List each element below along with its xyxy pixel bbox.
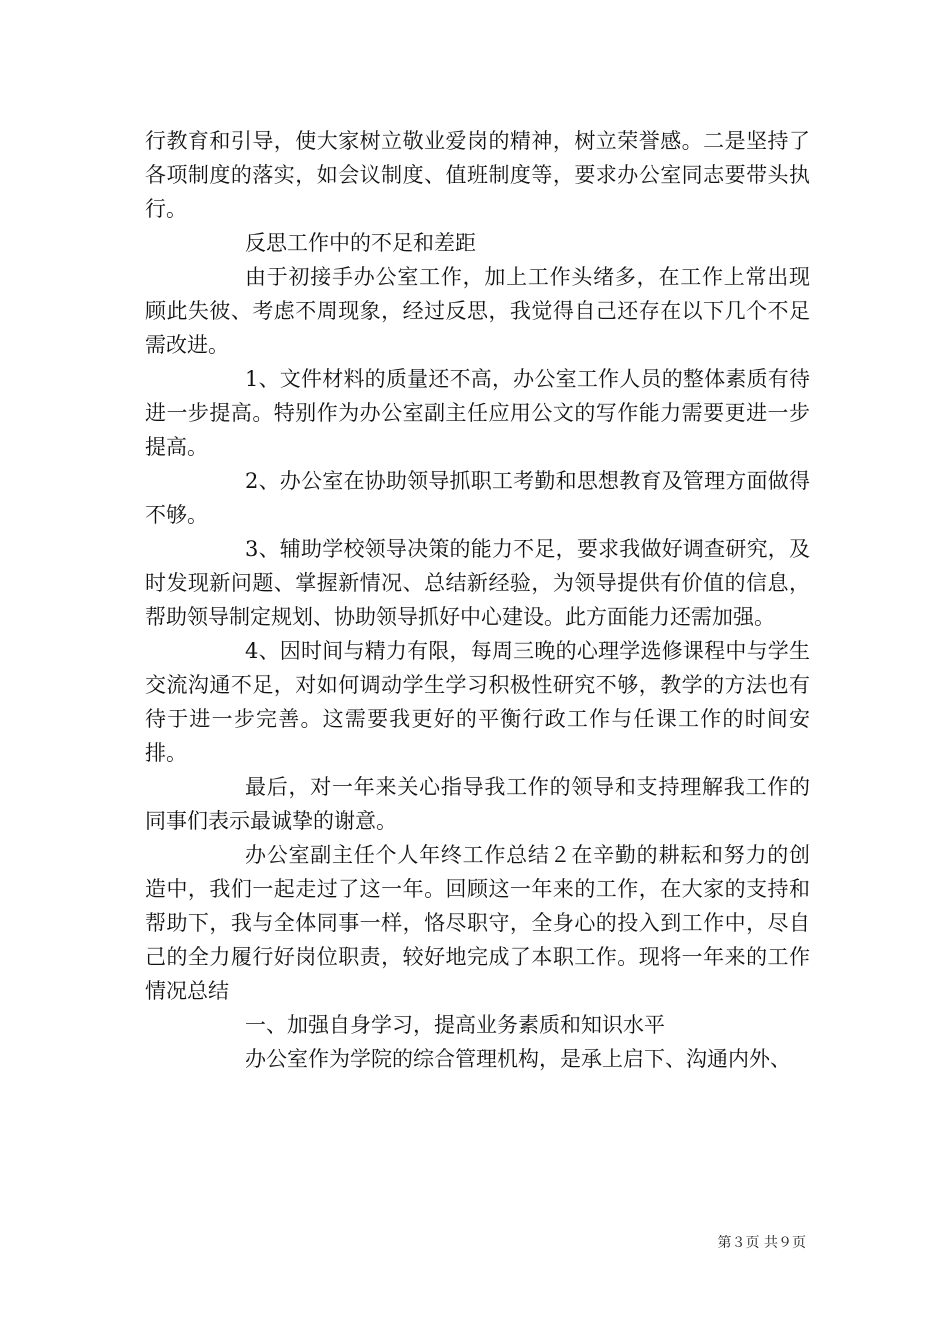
document-body [145,124,810,1076]
list-item-4: 4、因时间与精力有限，每周三晚的心理学选修课程中与学生交流沟通不足，对如何调动学生学习积极性研究不够，教学的方法也有待于进一步完善。这需要我更好的平衡行政工作与任课工作的时间安排。 [145,639,810,765]
list-item-1: 1、文件材料的质量还不高，办公室工作人员的整体素质有待进一步提高。特别作为办公室副主任应用公文的写作能力需要更进一步提高。 [145,367,810,459]
paragraph-summary-2: 办公室副主任个人年终工作总结２在辛勤的耕耘和努力的创造中，我们一起走过了这一年。回顾这一年来的工作，在大家的支持和帮助下，我与全体同事一样，恪尽职守，全身心的投入到工作中，尽自己的全力履行好岗位职责，较好地完成了本职工作。现将一年来的工作情况总结 [145,843,810,1003]
paragraph-thanks: 最后，对一年来关心指导我工作的领导和支持理解我工作的同事们表示最诚挚的谢意。 [145,775,810,833]
section-heading-study: 一、加强自身学习，提高业务素质和知识水平 [245,1013,665,1037]
section-heading-reflection: 反思工作中的不足和差距 [245,231,476,255]
list-item-3: 3、辅助学校领导决策的能力不足，要求我做好调查研究，及时发现新问题、掌握新情况、总结新经验，为领导提供有价值的信息，帮助领导制定规划、协助领导抓好中心建设。此方面能力还需加强。 [145,537,810,629]
paragraph-1: 行教育和引导，使大家树立敬业爱岗的精神，树立荣誉感。二是坚持了各项制度的落实，如会议制度、值班制度等，要求办公室同志要带头执行。 [145,129,810,221]
page-number-footer: 第３页 共９页 [717,1235,806,1251]
paragraph-3: 由于初接手办公室工作，加上工作头绪多，在工作上常出现顾此失彼、考虑不周现象，经过反思，我觉得自己还存在以下几个不足需改进。 [145,265,810,357]
paragraph-last: 办公室作为学院的综合管理机构，是承上启下、沟通内外、 [245,1047,791,1071]
list-item-2: 2、办公室在协助领导抓职工考勤和思想教育及管理方面做得不够。 [145,469,810,527]
